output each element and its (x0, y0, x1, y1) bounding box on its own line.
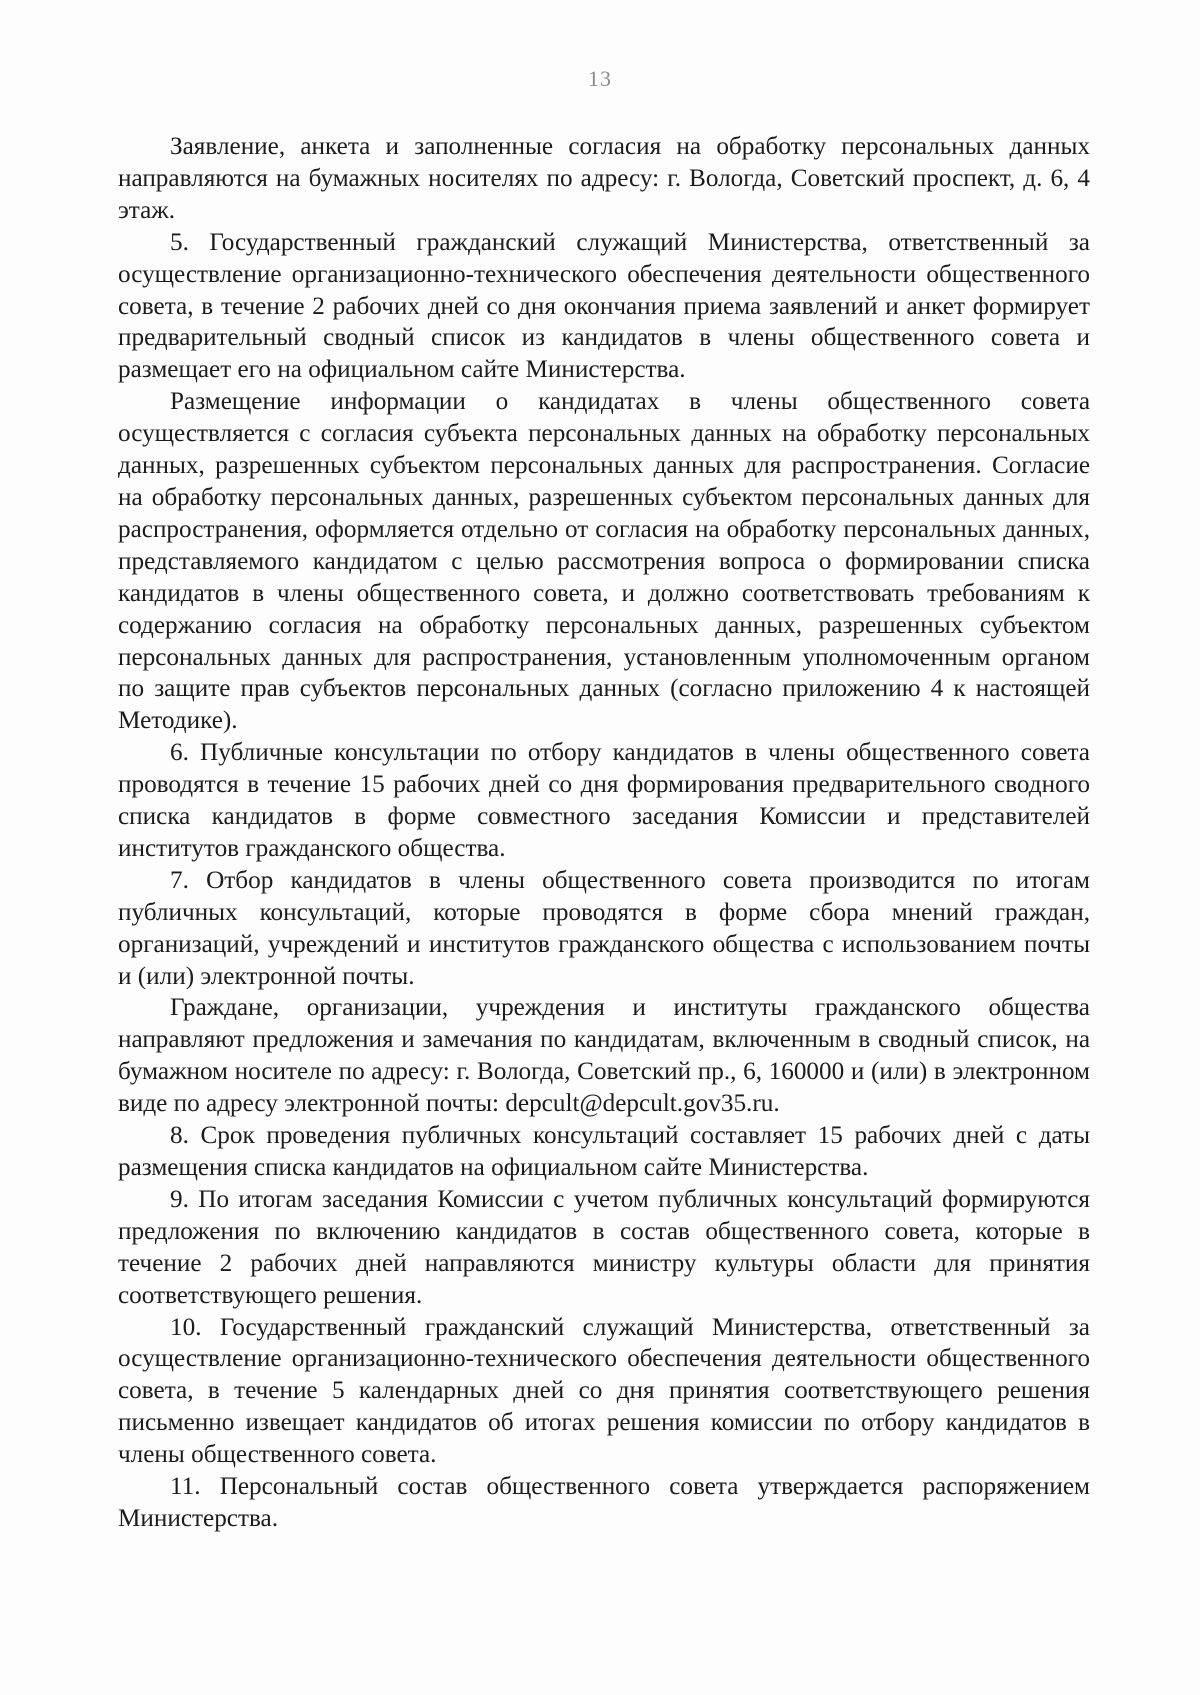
paragraph-application-submission: Заявление, анкета и заполненные согласия на обработку персональных данных направляются на бумажных носителях по адресу: г. Вологда, Советский проспект, д. 6, 4 этаж. (118, 133, 1090, 224)
paragraph-item-5: 5. Государственный гражданский служащий Министерства, ответственный за осуществление организационно-технического обеспечения деятельности общественного совета, в течение 2 рабочих дней со дня окончания приема заявлений и анкет формирует предварительный сводный список из кандидатов в члены общественного совета и размещает его на официальном сайте Министерства. (118, 228, 1090, 384)
paragraph-item-10: 10. Государственный гражданский служащий Министерства, ответственный за осуществление организационно-технического обеспечения деятельности общественного совета, в течение 5 календарных дней со дня принятия соответствующего решения письменно извещает кандидатов об итогах решения комиссии по отбору кандидатов в члены общественного совета. (118, 1313, 1090, 1469)
paragraph-candidate-info-placement: Размещение информации о кандидатах в члены общественного совета осуществляется с согласия субъекта персональных данных на обработку персональных данных, разрешенных субъектом персональных данных для распространения. Согласие на обработку персональных данных, разрешенных субъектом персональных данных для распространения, оформляется отдельно от согласия на обработку персональных данных, представляемого кандидатом с целью рассмотрения вопроса о формировании списка кандидатов в члены общественного совета, и должно соответствовать требованиям к содержанию согласия на обработку персональных данных, разрешенных субъектом персональных данных для распространения, установленным уполномоченным органом по защите прав субъектов персональных данных (согласно приложению 4 к настоящей Методике). (118, 388, 1090, 735)
paragraph-item-7: 7. Отбор кандидатов в члены общественного совета производится по итогам публичных консультаций, которые проводятся в форме сбора мнений граждан, организаций, учреждений и институтов гражданского общества с использованием почты и (или) электронной почты. (118, 866, 1090, 990)
paragraph-item-9: 9. По итогам заседания Комиссии с учетом публичных консультаций формируются предложения по включению кандидатов в состав общественного совета, которые в течение 2 рабочих дней направляются министру культуры области для принятия соответствующего решения. (118, 1185, 1090, 1309)
paragraph-item-6: 6. Публичные консультации по отбору кандидатов в члены общественного совета проводятся в течение 15 рабочих дней со дня формирования предварительного сводного списка кандидатов в форме совместного заседания Комиссии и представителей институтов гражданского общества. (118, 739, 1090, 862)
paragraph-item-11: 11. Персональный состав общественного совета утверждается распоряжением Министерства. (118, 1473, 1090, 1532)
paragraph-citizens-proposals: Граждане, организации, учреждения и институты гражданского общества направляют предложения и замечания по кандидатам, включенным в сводный список, на бумажном носителе по адресу: г. Вологда, Советский пр., 6, 160000 и (или) в электронном виде по адресу электронной почты: depcult@depcult.gov35.ru. (118, 994, 1090, 1118)
document-body (118, 131, 1090, 1535)
paragraph-item-8: 8. Срок проведения публичных консультаций составляет 15 рабочих дней с даты размещения списка кандидатов на официальном сайте Министерства. (118, 1122, 1090, 1181)
page-number: 13 (588, 66, 612, 91)
